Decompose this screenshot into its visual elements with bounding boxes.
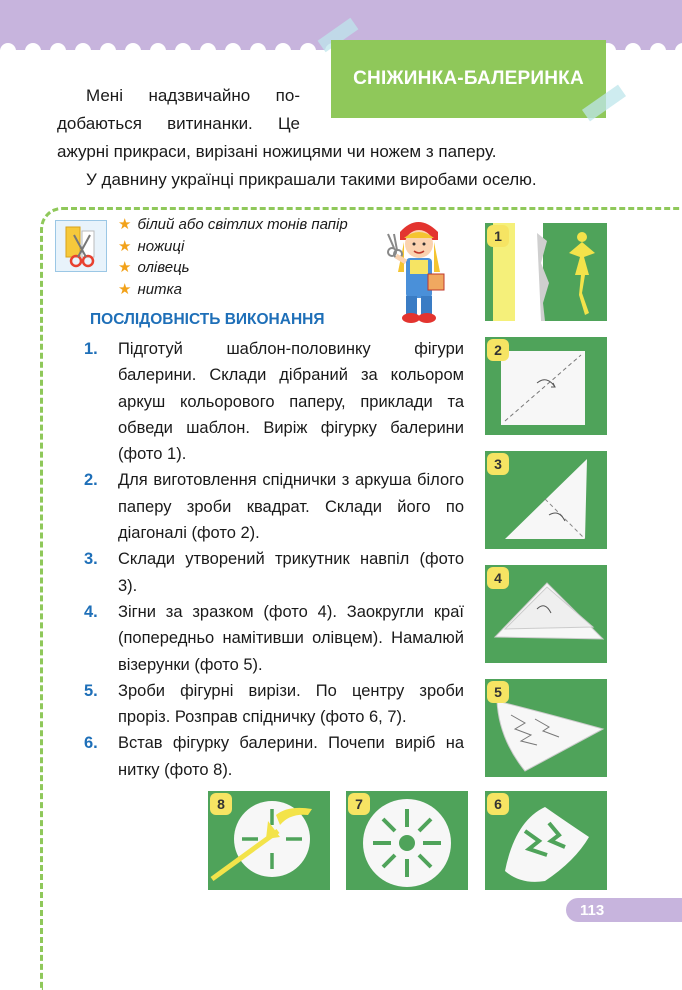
star-icon: ★ — [118, 259, 132, 276]
intro-line: ажурні прикраси, вирізані ножицями чи ножем з паперу. — [57, 142, 497, 161]
material-item: ★ ножиці — [118, 237, 185, 255]
photo-badge: 3 — [487, 453, 509, 475]
scallop-dot — [250, 43, 266, 59]
scallop-dot — [25, 43, 41, 59]
scallop-dot — [0, 43, 16, 59]
photo-3 — [485, 451, 607, 549]
star-icon: ★ — [118, 280, 132, 298]
photo-2 — [485, 337, 607, 435]
intro-line: У давнину українці прикрашали такими виробами оселю. — [86, 170, 537, 189]
step-item: 2. Для виготовлення спіднички з аркуша білого паперу зроби квадрат. Склади його по діагоналі (фото 2). — [84, 471, 464, 543]
material-item: ★ білий або світлих тонів папір — [118, 216, 348, 233]
title-box — [331, 40, 606, 118]
sequence-title: ПОСЛІДОВНІСТЬ ВИКОНАННЯ — [90, 311, 325, 328]
scallop-dot — [175, 43, 191, 59]
photo-4 — [485, 565, 607, 663]
scallop-dot — [150, 43, 166, 59]
page-title: СНІЖИНКА-БАЛЕРИНКА — [353, 68, 584, 89]
star-icon: ★ — [118, 216, 132, 233]
scallop-dot — [50, 43, 66, 59]
photo-badge: 5 — [487, 681, 509, 703]
steps-list — [84, 336, 464, 783]
page-number: 113 — [566, 898, 682, 922]
star-icon: ★ — [118, 237, 132, 255]
photo-badge: 6 — [487, 793, 509, 815]
scallop-dot — [625, 43, 641, 59]
photo-8 — [208, 791, 330, 890]
material-item: ★ олівець — [118, 259, 190, 276]
scallop-dot — [650, 43, 666, 59]
step-item: 4. Зігни за зразком (фото 4). Заокругли краї (попередньо намітивши олівцем). Намалюй візерунки (фото 5). — [84, 602, 464, 674]
step-item: 1. Підготуй шаблон-половинку фігури балерини. Склади дібраний за кольором аркуш кольорового паперу, приклади та обведи шаблон. Виріж фігурку балерини (фото 1). — [84, 340, 464, 464]
scallop-dot — [275, 43, 291, 59]
photo-1 — [485, 223, 607, 321]
photo-badge: 2 — [487, 339, 509, 361]
photo-badge: 7 — [348, 793, 370, 815]
photo-7 — [346, 791, 468, 890]
intro-line: Мені надзвичайно по- — [86, 86, 300, 105]
materials-list — [118, 214, 348, 300]
photo-6 — [485, 791, 607, 890]
scallop-dot — [75, 43, 91, 59]
scallop-dot — [100, 43, 116, 59]
scallop-dot — [200, 43, 216, 59]
intro-line: добаються витинанки. Це — [57, 114, 300, 133]
girl-illustration — [382, 212, 454, 328]
step-item: 6. Встав фігурку балерини. Почепи виріб на нитку (фото 8). — [84, 734, 464, 779]
photo-5 — [485, 679, 607, 777]
step-item: 3. Склади утворений трикутник навпіл (фото 3). — [84, 550, 464, 595]
material-item: ★ нитка — [118, 280, 182, 298]
photo-badge: 8 — [210, 793, 232, 815]
tools-icon — [55, 220, 107, 272]
photo-badge: 4 — [487, 567, 509, 589]
scallop-dot — [225, 43, 241, 59]
step-item: 5. Зроби фігурні вирізи. По центру зроби проріз. Розправ спідничку (фото 6, 7). — [84, 681, 464, 727]
photo-badge: 1 — [487, 225, 509, 247]
scallop-dot — [675, 43, 682, 59]
scallop-dot — [300, 43, 316, 59]
scallop-dot — [125, 43, 141, 59]
